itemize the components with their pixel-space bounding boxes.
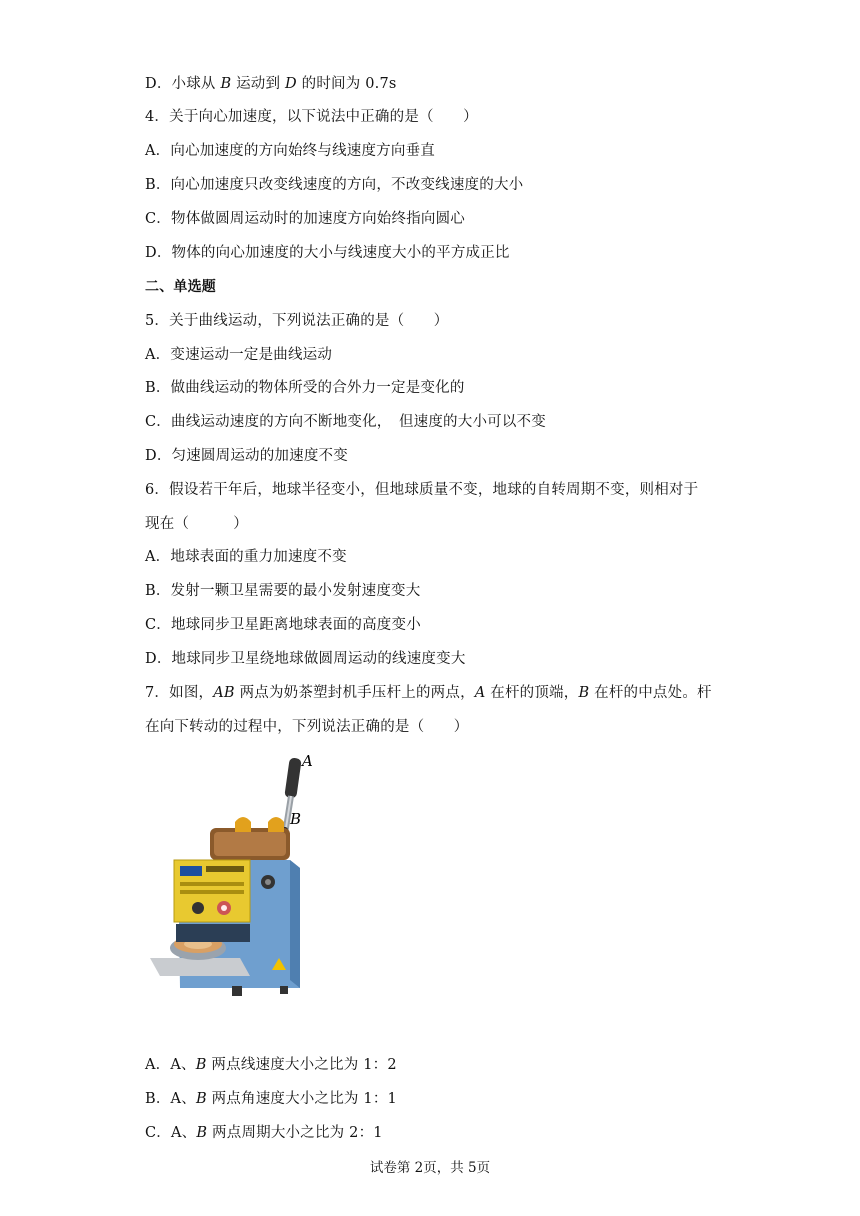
label-point-a: A [302, 752, 313, 770]
text-line: A．地球表面的重力加速度不变 [145, 549, 347, 565]
text-line: B．发射一颗卫星需要的最小发射速度变大 [145, 583, 421, 599]
section-heading-single-choice: 二、单选题 [145, 279, 216, 295]
text-line: C．地球同步卫星距离地球表面的高度变小 [145, 617, 421, 633]
text-line: C．物体做圆周运动时的加速度方向始终指向圆心 [145, 211, 465, 227]
text-line: 在向下转动的过程中，下列说法正确的是（ ） [145, 719, 469, 735]
label-point-b: B [290, 810, 302, 828]
text-line: A．A、B 两点线速度大小之比为 1：2 [145, 1057, 397, 1073]
page-footer: 试卷第 2页，共 5页 [369, 1160, 491, 1176]
text-line: 4．关于向心加速度，以下说法中正确的是（ ） [145, 109, 478, 125]
text-line: C．A、B 两点周期大小之比为 2：1 [145, 1125, 383, 1141]
text-line: A．变速运动一定是曲线运动 [145, 347, 333, 363]
text-line: D．匀速圆周运动的加速度不变 [145, 448, 348, 464]
text-line: 7．如图，AB 两点为奶茶塑封机手压杆上的两点，A 在杆的顶端，B 在杆的中点处。杆 [145, 685, 712, 701]
text-line: B．A、B 两点角速度大小之比为 1：1 [145, 1091, 397, 1107]
text-line: B．向心加速度只改变线速度的方向，不改变线速度的大小 [145, 177, 524, 193]
text-line: B．做曲线运动的物体所受的合外力一定是变化的 [145, 380, 465, 396]
text-line: D．地球同步卫星绕地球做圆周运动的线速度变大 [145, 651, 466, 667]
sealing-machine-figure [140, 748, 340, 1008]
text-line: A．向心加速度的方向始终与线速度方向垂直 [145, 143, 435, 159]
text-line: D．物体的向心加速度的大小与线速度大小的平方成正比 [145, 245, 510, 261]
text-line: D．小球从 B 运动到 D 的时间为 0.7s [145, 76, 397, 92]
text-line: C．曲线运动速度的方向不断地变化， 但速度的大小可以不变 [145, 414, 546, 430]
text-line: 6．假设若干年后，地球半径变小，但地球质量不变，地球的自转周期不变，则相对于 [145, 482, 699, 498]
question-5-stem: 5．关于曲线运动，下列说法正确的是（ ） [145, 313, 449, 329]
text-line: 现在（ ） [145, 516, 248, 532]
